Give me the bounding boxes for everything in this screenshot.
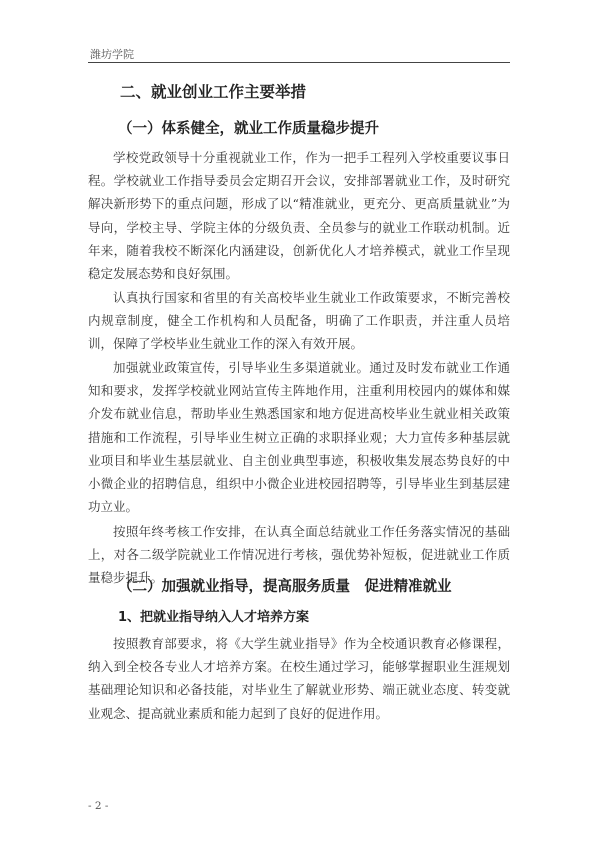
paragraph-5: 按照教育部要求，将《大学生就业指导》作为全校通识教育必修课程，纳入到全校各专业人才培养方案。在校生通过学习，能够掌握职业生涯规划基础理论知识和必备技能，对毕业生了解就业形势、端正就业态度、转变就业观念、提高就业素质和能力起到了良好的促进作用。 (88, 636, 510, 721)
page-number: - 2 - (88, 800, 109, 812)
header-divider (88, 62, 510, 63)
paragraph-2: 认真执行国家和省里的有关高校毕业生就业工作政策要求，不断完善校内规章制度，健全工作机构和人员配备，明确了工作职责，并注重人员培训，保障了学校毕业生就业工作的深入有效开展。 (88, 290, 510, 352)
subsection-2-title: （二）加强就业指导，提高服务质量 促进精准就业 (118, 579, 452, 595)
section-title: 二、就业创业工作主要举措 (120, 83, 307, 101)
subsection-1-title: （一）体系健全，就业工作质量稳步提升 (118, 121, 379, 137)
paragraph-1: 学校党政领导十分重视就业工作，作为一把手工程列入学校重要议事日程。学校就业工作指导委员会定期召开会议，安排部署就业工作，及时研究解决新形势下的重点问题，形成了以“精准就业，更充分、更高质量就业”为导向，学校主导、学院主体的分级负责、全员参与的就业工作联动机制。近年来，随着我校不断深化内涵建设，创新优化人才培养模式，就业工作呈现稳定发展态势和良好氛围。 (88, 150, 510, 282)
paragraph-3: 加强就业政策宣传，引导毕业生多渠道就业。通过及时发布就业工作通知和要求，发挥学校就业网站宣传主阵地作用，注重利用校园内的媒体和媒介发布就业信息，帮助毕业生熟悉国家和地方促进高校毕业生就业相关政策措施和工作流程，引导毕业生树立正确的求职择业观；大力宣传多种基层就业项目和毕业生基层就业、自主创业典型事迹，积极收集发展态势良好的中小微企业的招聘信息，组织中小微企业进校园招聘等，引导毕业生到基层建功立业。 (88, 360, 510, 515)
item-1-title: 1、把就业指导纳入人才培养方案 (118, 610, 310, 625)
paragraph-4: 按照年终考核工作安排，在认真全面总结就业工作任务落实情况的基础上，对各二级学院就业工作情况进行考核，强优势补短板，促进就业工作质量稳步提升。 (88, 524, 510, 586)
header-org-name: 潍坊学院 (90, 48, 134, 61)
